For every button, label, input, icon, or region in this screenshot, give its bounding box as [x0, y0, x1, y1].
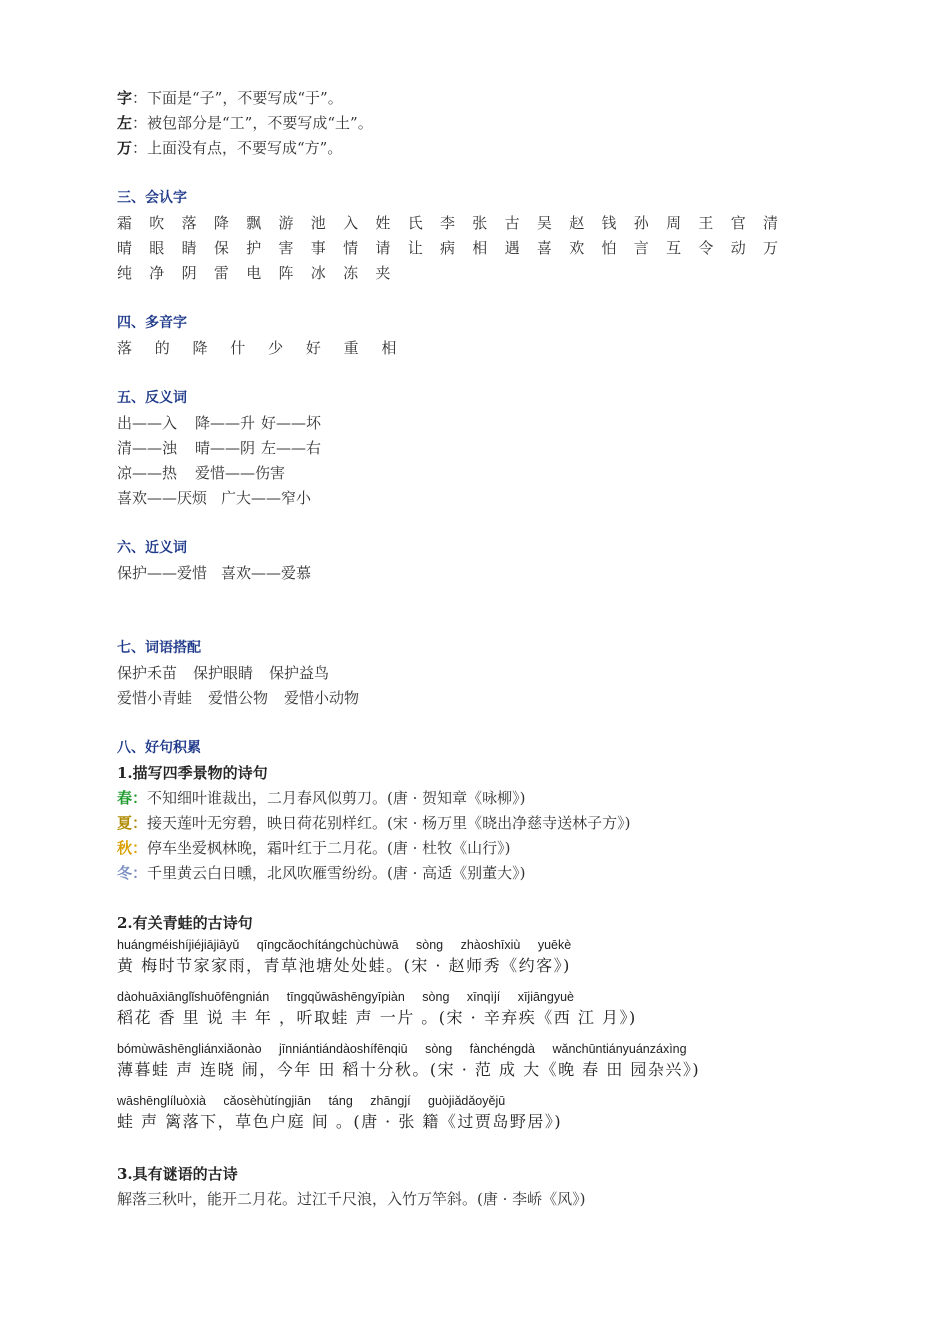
antonym-row — [117, 461, 837, 486]
collocation-row — [117, 661, 837, 686]
pinyin-line: dàohuāxiānglǐshuōfēngnián tīngqǔwāshēngyīpiàn sòng xīnqìjí xījiāngyuè — [117, 990, 574, 1004]
note-char: 左 — [117, 114, 133, 132]
antonym-row — [117, 436, 837, 461]
pinyin-poem — [117, 1040, 837, 1082]
pinyin-poem — [117, 988, 837, 1030]
synonym-pair: 保护——爱惜 — [117, 564, 208, 582]
char-row: 霜吹落降飘游池入姓氏李张古吴赵钱孙周王官清 — [117, 214, 796, 232]
season-label: 冬： — [117, 864, 148, 882]
season-text: 停车坐爱枫林晚，霜叶红于二月花。(唐 · 杜牧《山行》) — [147, 839, 511, 857]
antonym-pair: 凉——热 — [117, 464, 178, 482]
char-row: 晴眼睛保护害事情请让病相遇喜欢怕言互令动万 — [117, 239, 796, 257]
season-poem — [117, 786, 837, 811]
pinyin-poem — [117, 936, 837, 978]
antonym-pair: 好——坏 — [261, 414, 322, 432]
subsection-title: 2.有关青蛙的古诗句 — [117, 914, 253, 932]
pinyin-line: wāshēnglíluòxià cǎosèhùtíngjiān táng zhāngjí guòjiǎdǎoyějū — [117, 1094, 506, 1108]
note-char: 万 — [117, 139, 133, 157]
char-row: 纯净阴雷电阵冰冻夹 — [117, 264, 408, 282]
antonym-pair: 降——升 — [195, 414, 256, 432]
note-char: 字 — [117, 89, 133, 107]
antonym-pair: 喜欢——厌烦 — [117, 489, 208, 507]
note-line — [117, 86, 837, 111]
poem-line: 黄 梅时节家家雨，青草池塘处处蛙。(宋 · 赵师秀《约客》) — [117, 956, 571, 975]
antonym-row — [117, 411, 837, 436]
antonym-pair: 出——入 — [117, 414, 178, 432]
section-title-antonyms: 五、反义词 — [117, 390, 187, 406]
season-label: 春： — [117, 789, 148, 807]
section-title-recognize: 三、会认字 — [117, 190, 187, 206]
pinyin-line: huángméishíjiéjiājiāyǔ qīngcǎochítángchùchùwā sòng zhàoshīxiù yuēkè — [117, 938, 572, 952]
season-poem — [117, 811, 837, 836]
antonym-pair: 清——浊 — [117, 439, 178, 457]
season-poem — [117, 836, 837, 861]
antonym-pair: 左——右 — [261, 439, 322, 457]
document-page — [117, 86, 837, 1212]
note-text: ：上面没有点，不要写成“方”。 — [132, 139, 343, 157]
collocation-item: 保护益鸟 — [269, 664, 330, 682]
season-text: 不知细叶谁裁出，二月春风似剪刀。(唐 · 贺知章《咏柳》) — [147, 789, 526, 807]
synonym-pair: 喜欢——爱慕 — [221, 564, 312, 582]
antonym-pair: 广大——窄小 — [221, 489, 312, 507]
poem-line: 稻花 香 里 说 丰 年 ，听取蛙 声 一片 。(宋 · 辛弃疾《西 江 月》) — [117, 1008, 637, 1027]
section-title-sentences: 八、好句积累 — [117, 740, 201, 756]
pinyin-line: bómùwāshēngliánxiǎonào jīnniántiándàoshífēnqiū sòng fànchéngdà wǎnchūntiányuánzáxìng — [117, 1042, 687, 1056]
subsection-title: 3.具有谜语的古诗 — [117, 1165, 238, 1183]
riddle-poem: 解落三秋叶，能开二月花。过江千尺浪，入竹万竿斜。(唐 · 李峤《风》) — [117, 1190, 586, 1208]
collocation-item: 爱惜公物 — [208, 689, 269, 707]
section-title-synonyms: 六、近义词 — [117, 540, 187, 556]
poem-line: 蛙 声 篱落下，草色户庭 间 。(唐 · 张 籍《过贾岛野居》) — [117, 1112, 563, 1131]
season-label: 夏： — [117, 814, 148, 832]
season-text: 接天莲叶无穷碧，映日荷花别样红。(宋 · 杨万里《晓出净慈寺送林子方》) — [147, 814, 631, 832]
polyphonic-chars: 落 的 降 什 少 好 重 相 — [117, 339, 406, 357]
antonym-row — [117, 486, 837, 511]
poem-line: 薄暮蛙 声 连晓 闹，今年 田 稻十分秋。(宋 · 范 成 大《晚 春 田 园杂兴》) — [117, 1060, 701, 1079]
collocation-item: 爱惜小青蛙 — [117, 689, 193, 707]
season-poem — [117, 861, 837, 886]
note-text: ：下面是“子”，不要写成“于”。 — [132, 89, 343, 107]
note-line — [117, 136, 837, 161]
pinyin-poem — [117, 1092, 837, 1134]
collocation-row — [117, 686, 837, 711]
note-line — [117, 111, 837, 136]
synonym-row — [117, 561, 837, 586]
subsection-title: 1.描写四季景物的诗句 — [117, 764, 268, 782]
collocation-item: 保护眼睛 — [193, 664, 254, 682]
season-label: 秋： — [117, 839, 148, 857]
collocation-item: 爱惜小动物 — [284, 689, 360, 707]
section-title-polyphonic: 四、多音字 — [117, 315, 187, 331]
season-text: 千里黄云白日曛，北风吹雁雪纷纷。(唐 · 高适《别董大》) — [147, 864, 526, 882]
antonym-pair: 晴——阴 — [195, 439, 256, 457]
collocation-item: 保护禾苗 — [117, 664, 178, 682]
antonym-pair: 爱惜——伤害 — [195, 464, 286, 482]
section-title-collocation: 七、词语搭配 — [117, 640, 201, 656]
note-text: ：被包部分是“工”，不要写成“土”。 — [132, 114, 373, 132]
